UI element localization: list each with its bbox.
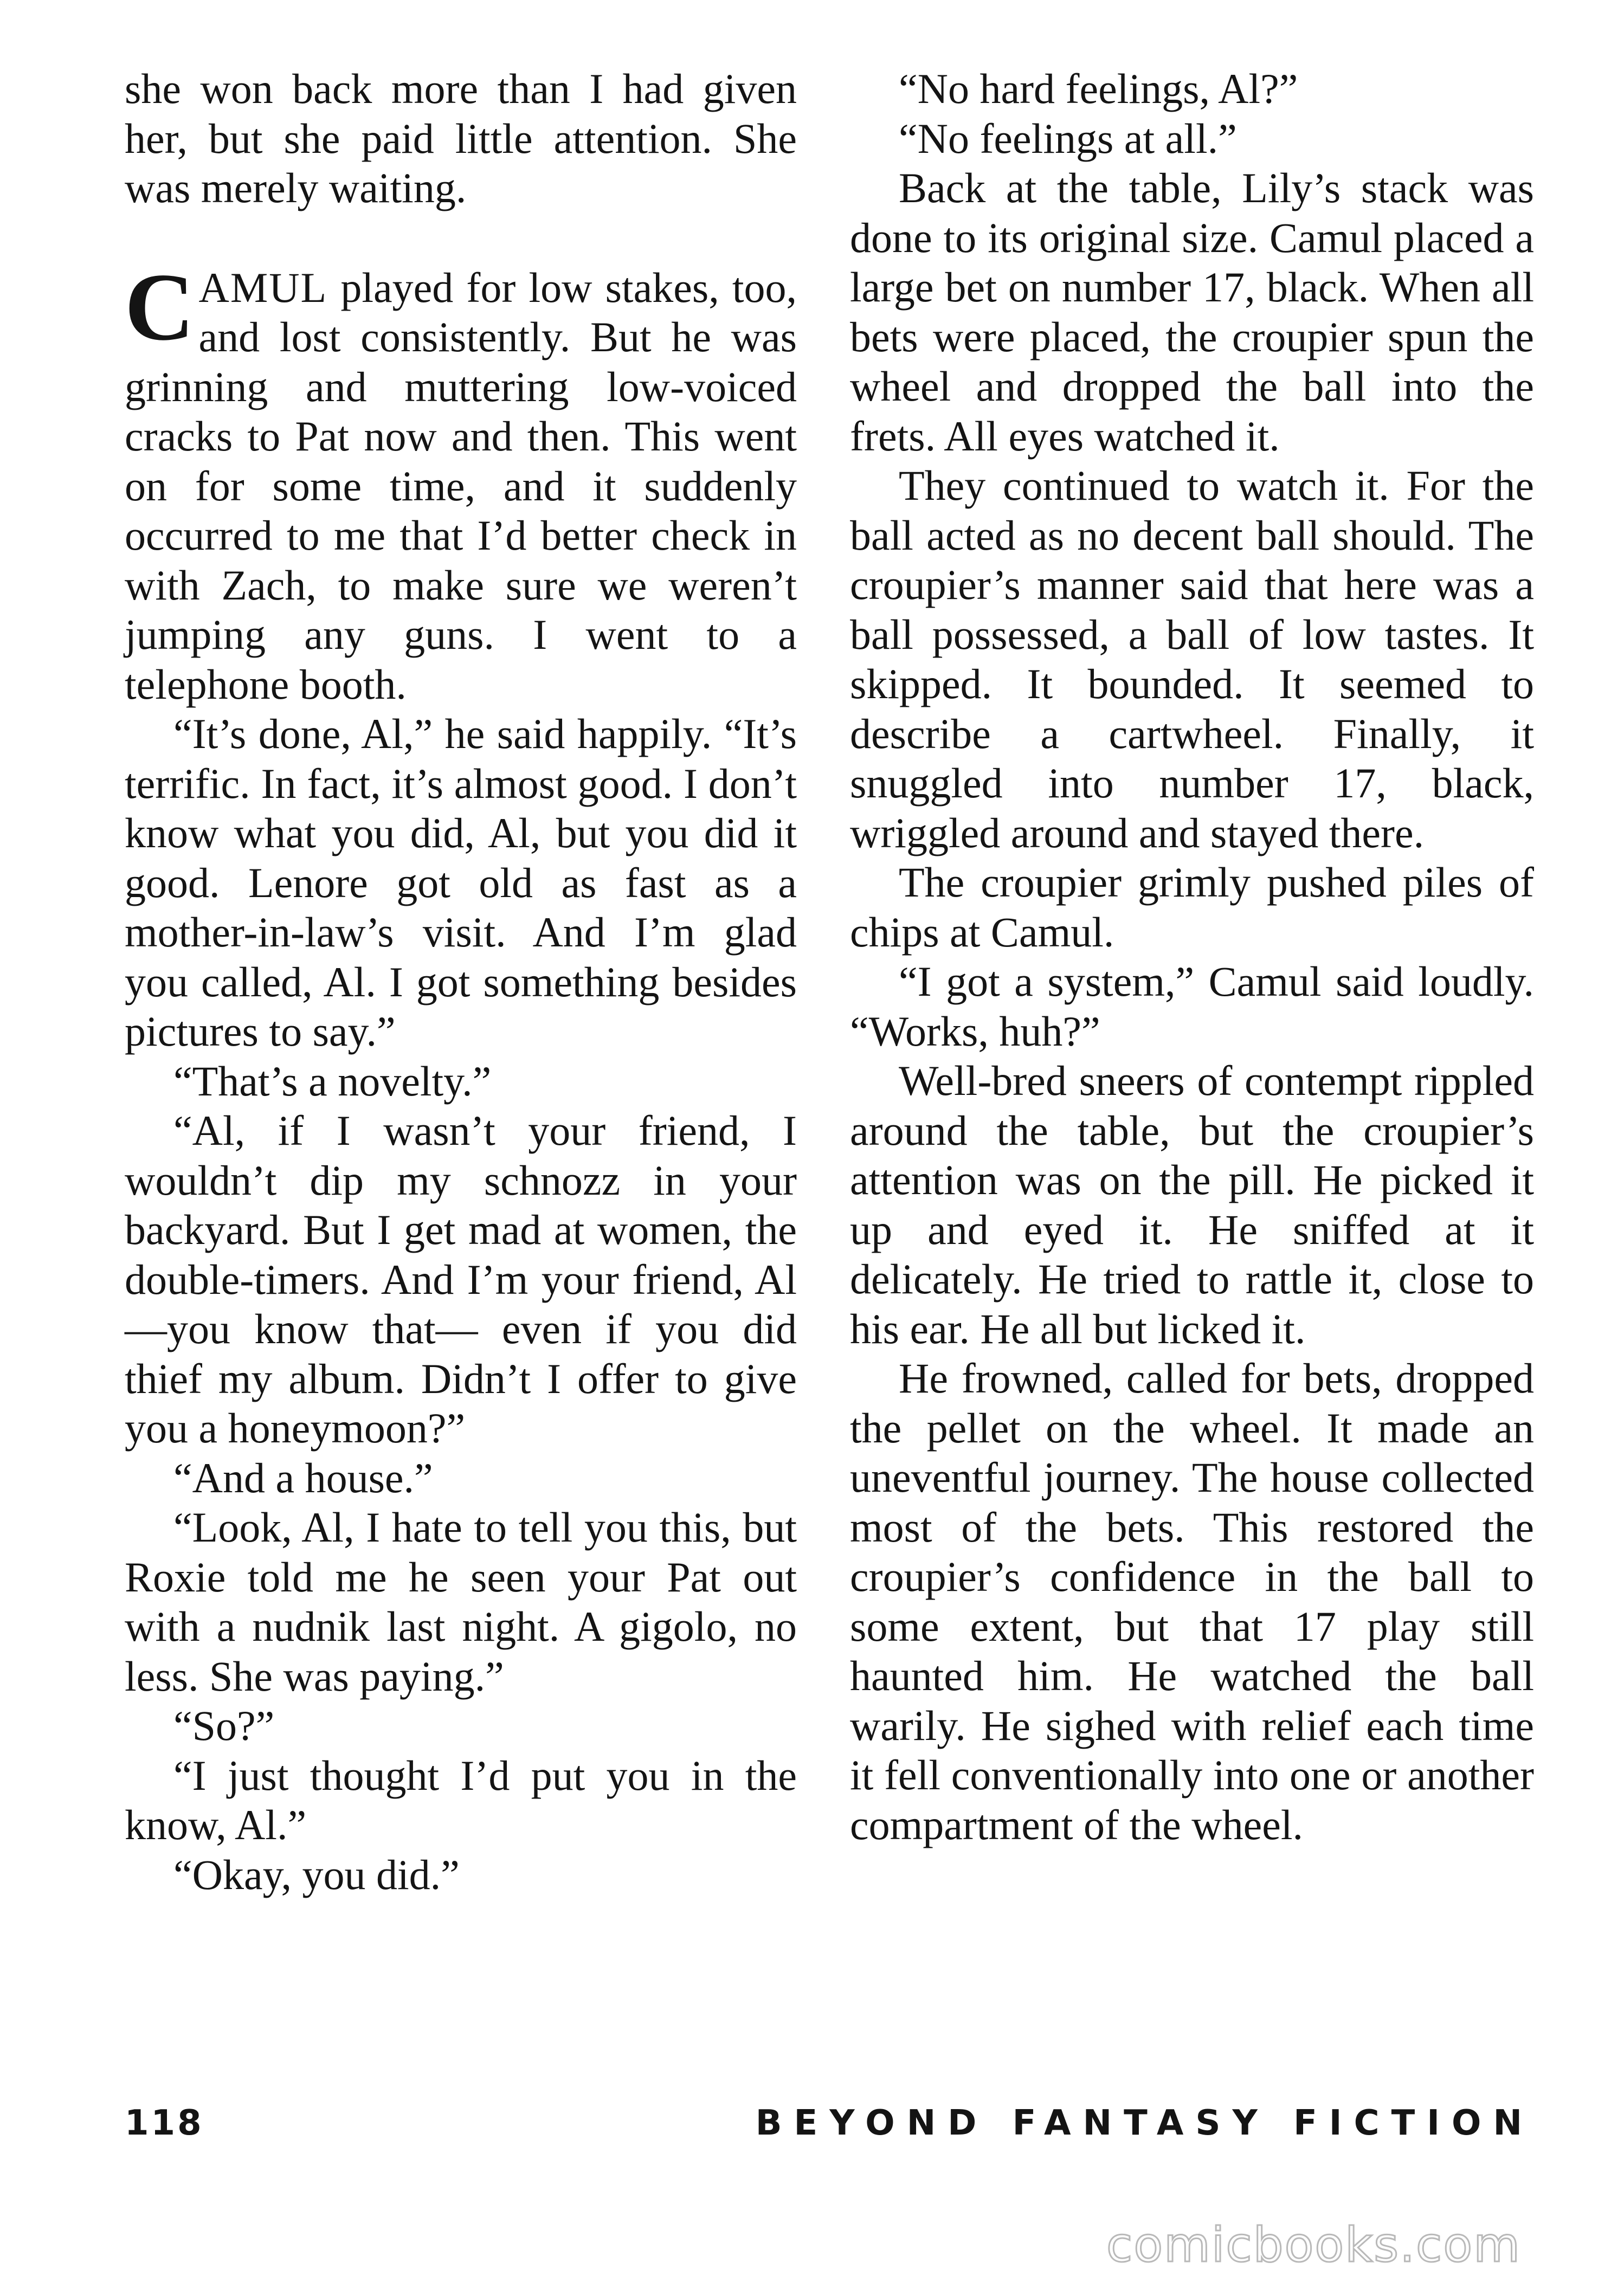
paragraph: They continued to watch it. For the ball acted as no decent ball should. The croupier’s manner said that here was a ball possessed, a ball of low tastes. It skipped. It bounded. It seemed to describe a cartwheel. Finally, it snuggled into number 17, black, wriggled around and stayed there. — [850, 462, 1534, 856]
paragraph: “So?” — [173, 1702, 275, 1749]
page-number: 118 — [125, 2103, 204, 2143]
paragraph: “No feelings at all.” — [899, 114, 1237, 162]
page-footer — [125, 2103, 1534, 2157]
paragraph: “It’s done, Al,” he said happily. “It’s terrific. In fact, it’s almost good. I don’t know what you did, Al, but you did it good. Lenore got old as fast as a mother-in-law’s visit. And I’m glad you called, Al. I got something besides pictures to say.” — [125, 710, 797, 1055]
paragraph: “I just thought I’d put you in the know, Al.” — [125, 1751, 797, 1848]
right-text-column — [850, 64, 1534, 1849]
paragraph: Well-bred sneers of contempt rippled around the table, but the croupier’s attention was on the pill. He picked it up and eyed it. He sniffed at it delicately. He tried to rattle it, close to his ear. He all but licked it. — [850, 1057, 1534, 1352]
paragraph: He frowned, called for bets, dropped the pellet on the wheel. It made an uneventful journey. The house collected most of the bets. This restored the croupier’s confidence in the ball to some extent, but that 17 play still haunted him. He watched the ball warily. He sighed with relief each time it fell conventionally into one or another compartment of the wheel. — [850, 1355, 1534, 1848]
paragraph: she won back more than I had given her, but she paid little attention. She was merely waiting. — [125, 65, 797, 211]
paragraph: Back at the table, Lily’s stack was done to its original size. Camul placed a large bet on number 17, black. When all bets were placed, the croupier spun the wheel and dropped the ball into the frets. All eyes watched it. — [850, 164, 1534, 460]
paragraph: “That’s a novelty.” — [173, 1057, 492, 1105]
left-text-column — [125, 64, 797, 1899]
paragraph: “Look, Al, I hate to tell you this, but Roxie told me he seen your Pat out with a nudnik last night. A gigolo, no less. She was paying.” — [125, 1504, 797, 1700]
paragraph: “No hard feelings, Al?” — [899, 65, 1298, 112]
opening-caps: AMUL — [198, 263, 328, 311]
paragraph: “Al, if I wasn’t your friend, I wouldn’t dip my schnozz in your backyard. But I get mad at women, the double-timers. And I’m your friend, Al—you know that— even if you did thief my album. Didn’t I offer to give you a honeymoon?” — [125, 1107, 797, 1452]
paragraph: “I got a system,” Camul said loudly. “Works, huh?” — [850, 958, 1534, 1055]
paragraph-dropcap — [125, 253, 797, 710]
paragraph-text: played for low stakes, too, and lost consistently. But he was grinning and muttering low-voiced cracks to Pat now and then. This went on for some time, and it suddenly occurred to me that I’d better check in with Zach, to make sure we weren’t jumping any guns. I went to a telephone booth. — [125, 263, 797, 708]
paragraph: “Okay, you did.” — [173, 1851, 460, 1898]
drop-cap-initial: C — [125, 253, 195, 360]
paragraph: The croupier grimly pushed piles of chips at Camul. — [850, 859, 1534, 956]
paragraph: “And a house.” — [173, 1454, 433, 1501]
magazine-title: BEYOND FANTASY FICTION — [755, 2103, 1534, 2143]
watermark: comicbooks.com — [1106, 2217, 1521, 2273]
section-break — [125, 213, 797, 263]
